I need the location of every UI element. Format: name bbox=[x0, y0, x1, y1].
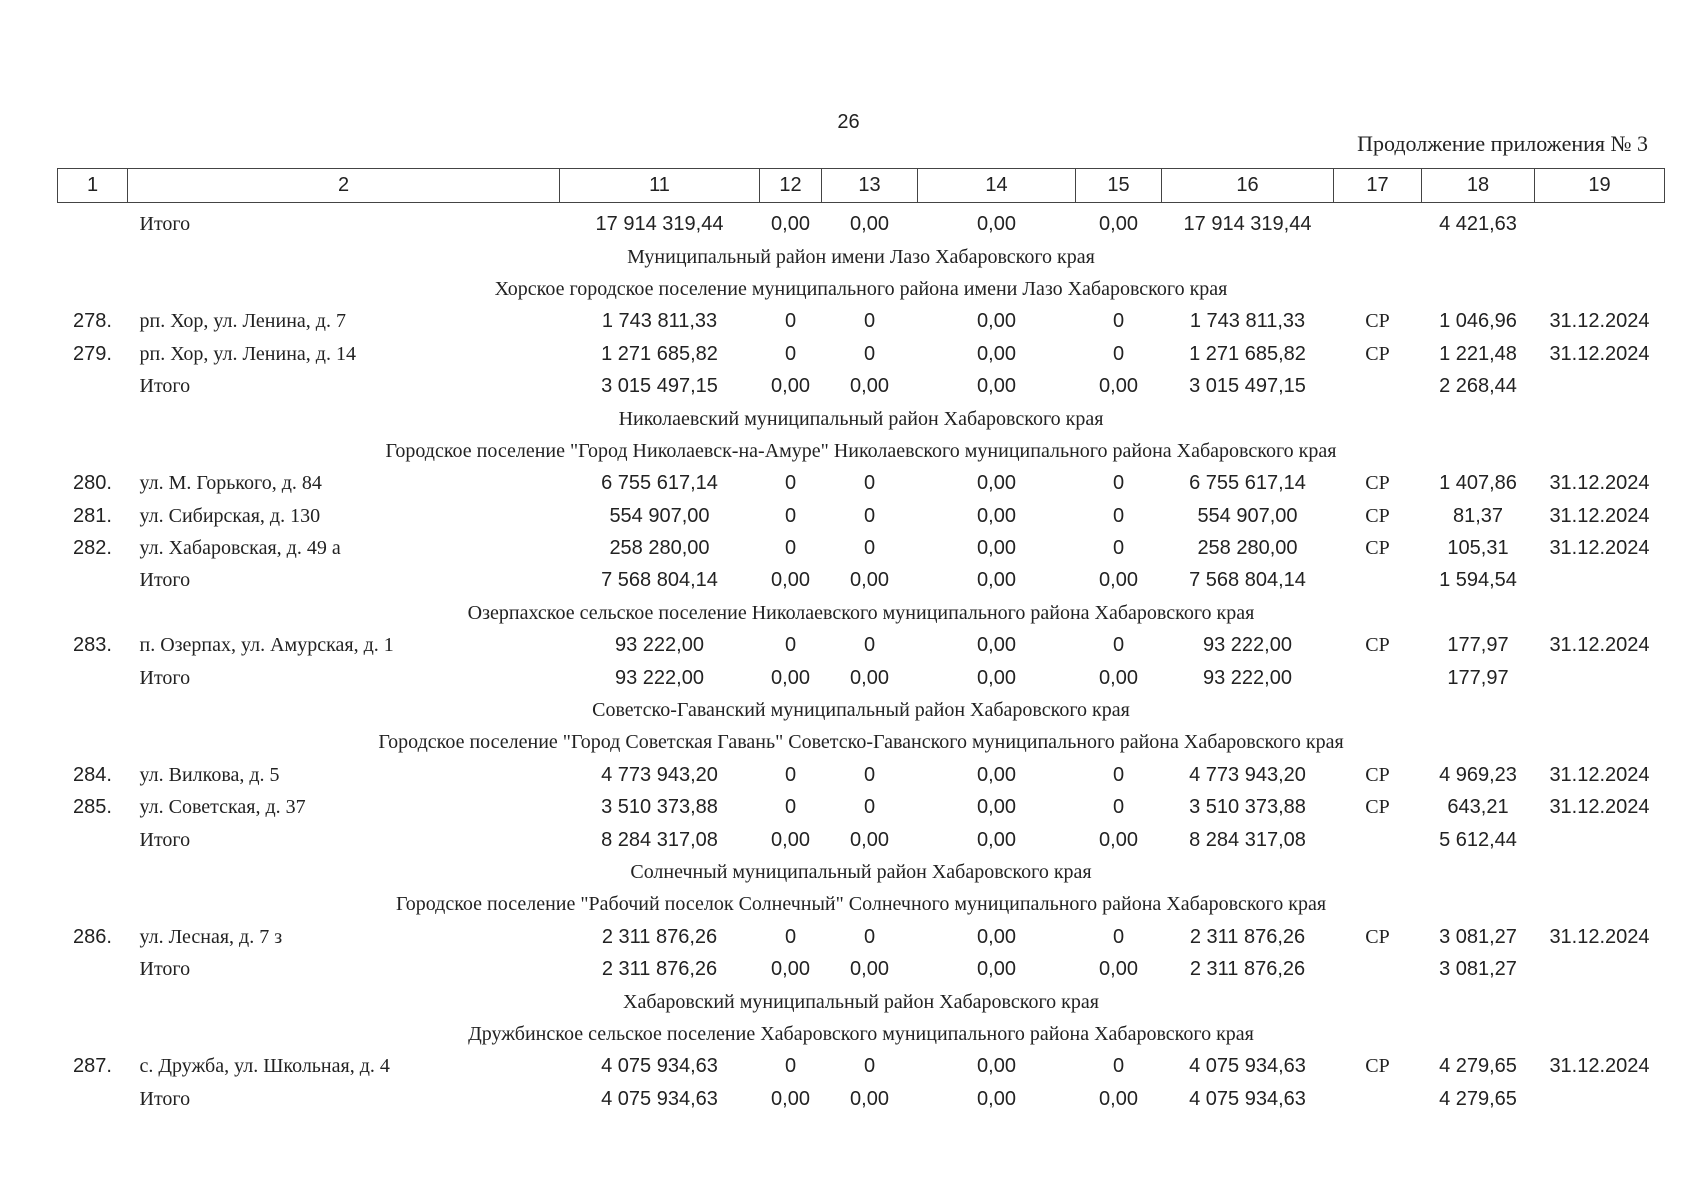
col-11-value: 1 743 811,33 bbox=[601, 310, 718, 333]
col-11-value: 1 271 685,82 bbox=[601, 342, 718, 365]
col-12-value: 0,00 bbox=[771, 375, 810, 398]
section-heading: Хорское городское поселение муниципального района имени Лазо Хабаровского края bbox=[494, 277, 1228, 300]
column-header-14: 14 bbox=[918, 169, 1076, 203]
col-14-value: 0,00 bbox=[977, 537, 1016, 560]
col-11-value: 4 075 934,63 bbox=[601, 1087, 718, 1110]
col-14-value: 0,00 bbox=[977, 375, 1016, 398]
col-16-value: 1 743 811,33 bbox=[1189, 310, 1306, 333]
row-number: 280. bbox=[73, 472, 112, 495]
col-11-value: 7 568 804,14 bbox=[601, 569, 718, 592]
section-heading: Солнечный муниципальный район Хабаровского края bbox=[630, 861, 1092, 883]
col-19-date bbox=[1535, 1083, 1665, 1115]
col-13-value: 0,00 bbox=[850, 958, 889, 981]
section-heading-row bbox=[58, 856, 1665, 888]
col-17-type bbox=[1334, 662, 1422, 694]
row-number bbox=[58, 953, 128, 985]
section-heading: Советско-Гаванский муниципальный район Хабаровского края bbox=[592, 699, 1130, 722]
table-row bbox=[58, 468, 1665, 500]
col-13-value: 0 bbox=[863, 1055, 876, 1078]
total-row bbox=[58, 1083, 1665, 1115]
col-14-value: 0,00 bbox=[977, 666, 1016, 689]
col-18-value: 105,31 bbox=[1447, 537, 1509, 560]
total-label: Итого bbox=[139, 375, 191, 398]
col-16-value: 258 280,00 bbox=[1197, 537, 1298, 560]
address: ул. Хабаровская, д. 49 а bbox=[139, 537, 341, 560]
col-13-value: 0 bbox=[863, 504, 876, 527]
col-15-value: 0,00 bbox=[1099, 828, 1138, 851]
col-19-date bbox=[1535, 565, 1665, 597]
col-19-date: 31.12.2024 bbox=[1549, 925, 1650, 948]
col-17-type: СР bbox=[1365, 504, 1390, 527]
col-15-value: 0 bbox=[1112, 1055, 1125, 1078]
col-19-date: 31.12.2024 bbox=[1549, 763, 1650, 786]
col-14-value: 0,00 bbox=[977, 569, 1016, 592]
col-13-value: 0 bbox=[863, 472, 876, 495]
col-17-type: СР bbox=[1365, 342, 1390, 365]
row-number: 283. bbox=[73, 634, 112, 657]
col-15-value: 0 bbox=[1112, 925, 1125, 948]
col-19-date: 31.12.2024 bbox=[1549, 472, 1650, 495]
col-11-value: 258 280,00 bbox=[609, 537, 710, 560]
col-13-value: 0,00 bbox=[850, 828, 889, 851]
column-header-1: 1 bbox=[58, 169, 128, 203]
col-18-value: 4 279,65 bbox=[1439, 1055, 1517, 1078]
col-16-value: 17 914 319,44 bbox=[1183, 213, 1312, 236]
col-13-value: 0,00 bbox=[850, 375, 889, 398]
col-12-value: 0 bbox=[784, 796, 797, 819]
appendix-continuation-label: Продолжение приложения № 3 bbox=[1357, 131, 1648, 156]
col-17-type: СР bbox=[1365, 537, 1390, 560]
col-16-value: 1 271 685,82 bbox=[1189, 342, 1306, 365]
col-16-value: 93 222,00 bbox=[1203, 634, 1292, 657]
col-16-value: 93 222,00 bbox=[1203, 666, 1292, 689]
total-label: Итого bbox=[139, 1087, 191, 1110]
row-number: 281. bbox=[73, 504, 112, 527]
col-14-value: 0,00 bbox=[977, 925, 1016, 948]
col-16-value: 2 311 876,26 bbox=[1189, 925, 1306, 948]
table-row bbox=[58, 759, 1665, 791]
col-17-type: СР bbox=[1365, 1055, 1390, 1078]
col-16-value: 4 075 934,63 bbox=[1189, 1055, 1306, 1078]
col-14-value: 0,00 bbox=[977, 1087, 1016, 1110]
total-label: Итого bbox=[139, 666, 191, 689]
column-header-16: 16 bbox=[1162, 169, 1334, 203]
address: ул. Лесная, д. 7 з bbox=[139, 925, 283, 948]
col-18-value: 81,37 bbox=[1452, 504, 1504, 527]
col-17-type: СР bbox=[1365, 472, 1390, 495]
section-heading: Хабаровский муниципальный район Хабаровского края bbox=[623, 990, 1099, 1013]
section-heading-row bbox=[58, 986, 1665, 1018]
section-heading-row bbox=[58, 1018, 1665, 1050]
col-13-value: 0,00 bbox=[850, 569, 889, 592]
col-18-value: 1 407,86 bbox=[1439, 472, 1517, 495]
col-16-value: 7 568 804,14 bbox=[1189, 569, 1306, 592]
address: п. Озерпах, ул. Амурская, д. 1 bbox=[139, 634, 394, 657]
col-14-value: 0,00 bbox=[977, 504, 1016, 527]
section-heading-row bbox=[58, 727, 1665, 759]
column-header-19: 19 bbox=[1535, 169, 1665, 203]
row-number bbox=[58, 824, 128, 856]
col-18-value: 1 594,54 bbox=[1439, 569, 1517, 592]
col-16-value: 4 773 943,20 bbox=[1189, 763, 1306, 786]
section-heading-row bbox=[58, 273, 1665, 305]
col-13-value: 0,00 bbox=[850, 1087, 889, 1110]
total-row bbox=[58, 370, 1665, 402]
col-19-date bbox=[1535, 824, 1665, 856]
col-17-type: СР bbox=[1365, 796, 1390, 819]
address: ул. Сибирская, д. 130 bbox=[139, 504, 321, 527]
col-15-value: 0 bbox=[1112, 634, 1125, 657]
col-19-date: 31.12.2024 bbox=[1549, 537, 1650, 560]
section-heading: Дружбинское сельское поселение Хабаровского муниципального района Хабаровского края bbox=[468, 1022, 1254, 1045]
col-19-date bbox=[1535, 662, 1665, 694]
col-13-value: 0,00 bbox=[850, 666, 889, 689]
col-12-value: 0,00 bbox=[771, 213, 810, 236]
table-row bbox=[58, 630, 1665, 662]
col-14-value: 0,00 bbox=[977, 310, 1016, 333]
col-12-value: 0 bbox=[784, 925, 797, 948]
section-heading-row bbox=[58, 403, 1665, 435]
col-18-value: 643,21 bbox=[1447, 796, 1509, 819]
section-heading-row bbox=[58, 694, 1665, 726]
table-row bbox=[58, 792, 1665, 824]
column-header-17: 17 bbox=[1334, 169, 1422, 203]
col-15-value: 0 bbox=[1112, 796, 1125, 819]
col-15-value: 0 bbox=[1112, 504, 1125, 527]
col-12-value: 0,00 bbox=[771, 1087, 810, 1110]
col-15-value: 0 bbox=[1112, 537, 1125, 560]
col-11-value: 6 755 617,14 bbox=[601, 472, 718, 495]
col-15-value: 0,00 bbox=[1099, 375, 1138, 398]
column-header-12: 12 bbox=[760, 169, 822, 203]
row-number: 286. bbox=[73, 925, 112, 948]
section-heading: Городское поселение "Город Советская Гавань" Советско-Гаванского муниципального района Хабаровского края bbox=[378, 731, 1344, 754]
total-label: Итого bbox=[139, 958, 191, 981]
col-18-value: 5 612,44 bbox=[1439, 828, 1517, 851]
col-17-type: СР bbox=[1365, 763, 1390, 786]
row-number: 284. bbox=[73, 763, 112, 786]
col-16-value: 2 311 876,26 bbox=[1189, 958, 1306, 981]
section-heading: Николаевский муниципальный район Хабаровского края bbox=[618, 407, 1104, 430]
col-18-value: 2 268,44 bbox=[1439, 375, 1517, 398]
section-heading-row bbox=[58, 597, 1665, 629]
col-14-value: 0,00 bbox=[977, 213, 1016, 236]
column-header-13: 13 bbox=[822, 169, 918, 203]
col-14-value: 0,00 bbox=[977, 472, 1016, 495]
col-16-value: 3 015 497,15 bbox=[1189, 375, 1306, 398]
table-row bbox=[58, 532, 1665, 564]
col-19-date: 31.12.2024 bbox=[1549, 342, 1650, 365]
col-17-type bbox=[1334, 824, 1422, 856]
column-header-18: 18 bbox=[1422, 169, 1535, 203]
col-13-value: 0 bbox=[863, 342, 876, 365]
address: ул. Советская, д. 37 bbox=[139, 796, 306, 819]
col-15-value: 0 bbox=[1112, 472, 1125, 495]
col-14-value: 0,00 bbox=[977, 342, 1016, 365]
col-12-value: 0,00 bbox=[771, 958, 810, 981]
col-13-value: 0 bbox=[863, 634, 876, 657]
row-number bbox=[58, 565, 128, 597]
row-number bbox=[58, 1083, 128, 1115]
col-11-value: 554 907,00 bbox=[609, 504, 710, 527]
col-15-value: 0,00 bbox=[1099, 213, 1138, 236]
table-row bbox=[58, 921, 1665, 953]
row-number bbox=[58, 209, 128, 241]
col-15-value: 0,00 bbox=[1099, 666, 1138, 689]
section-heading-row bbox=[58, 241, 1665, 273]
section-heading-row bbox=[58, 435, 1665, 467]
col-12-value: 0 bbox=[784, 537, 797, 560]
col-19-date: 31.12.2024 bbox=[1549, 310, 1650, 333]
address: рп. Хор, ул. Ленина, д. 7 bbox=[139, 310, 346, 333]
table-row bbox=[58, 306, 1665, 338]
col-17-type: СР bbox=[1365, 310, 1390, 333]
table-header bbox=[58, 169, 1665, 203]
col-11-value: 3 510 373,88 bbox=[601, 796, 718, 819]
col-11-value: 93 222,00 bbox=[615, 634, 704, 657]
column-header-11: 11 bbox=[560, 169, 760, 203]
col-17-type bbox=[1334, 953, 1422, 985]
address: ул. М. Горького, д. 84 bbox=[139, 472, 322, 495]
table-row bbox=[58, 1051, 1665, 1083]
row-number bbox=[58, 370, 128, 402]
col-19-date: 31.12.2024 bbox=[1549, 634, 1650, 657]
col-15-value: 0 bbox=[1112, 342, 1125, 365]
col-13-value: 0,00 bbox=[850, 213, 889, 236]
col-12-value: 0 bbox=[784, 1055, 797, 1078]
col-17-type bbox=[1334, 370, 1422, 402]
address: с. Дружба, ул. Школьная, д. 4 bbox=[139, 1055, 390, 1078]
col-18-value: 1 046,96 bbox=[1439, 310, 1517, 333]
col-12-value: 0 bbox=[784, 634, 797, 657]
row-number: 285. bbox=[73, 796, 112, 819]
row-number bbox=[58, 662, 128, 694]
col-12-value: 0 bbox=[784, 504, 797, 527]
col-17-type: СР bbox=[1365, 634, 1390, 657]
col-16-value: 6 755 617,14 bbox=[1189, 472, 1306, 495]
col-12-value: 0,00 bbox=[771, 828, 810, 851]
total-row bbox=[58, 565, 1665, 597]
col-11-value: 8 284 317,08 bbox=[601, 828, 718, 851]
table-row bbox=[58, 338, 1665, 370]
col-19-date bbox=[1535, 209, 1665, 241]
col-11-value: 3 015 497,15 bbox=[601, 375, 718, 398]
col-19-date: 31.12.2024 bbox=[1549, 796, 1650, 819]
total-label: Итого bbox=[139, 213, 191, 236]
row-number: 287. bbox=[73, 1055, 112, 1078]
appendix-table bbox=[57, 168, 1665, 1115]
section-heading: Муниципальный район имени Лазо Хабаровского края bbox=[627, 245, 1095, 268]
col-18-value: 4 421,63 bbox=[1439, 213, 1517, 236]
col-14-value: 0,00 bbox=[977, 1055, 1016, 1078]
col-17-type: СР bbox=[1365, 925, 1390, 948]
col-17-type bbox=[1334, 209, 1422, 241]
total-row bbox=[58, 824, 1665, 856]
col-15-value: 0 bbox=[1112, 763, 1125, 786]
column-header-2: 2 bbox=[128, 169, 560, 203]
total-label: Итого bbox=[139, 569, 191, 592]
col-18-value: 3 081,27 bbox=[1439, 958, 1517, 981]
section-heading-row bbox=[58, 889, 1665, 921]
col-19-date: 31.12.2024 bbox=[1549, 504, 1650, 527]
section-heading: Озерпахское сельское поселение Николаевского муниципального района Хабаровского края bbox=[467, 601, 1255, 624]
col-13-value: 0 bbox=[863, 796, 876, 819]
col-13-value: 0 bbox=[863, 763, 876, 786]
col-19-date bbox=[1535, 953, 1665, 985]
total-row bbox=[58, 662, 1665, 694]
col-18-value: 177,97 bbox=[1447, 666, 1509, 689]
col-19-date: 31.12.2024 bbox=[1549, 1055, 1650, 1078]
total-row bbox=[58, 953, 1665, 985]
col-18-value: 3 081,27 bbox=[1439, 925, 1517, 948]
col-12-value: 0 bbox=[784, 342, 797, 365]
col-14-value: 0,00 bbox=[977, 763, 1016, 786]
col-12-value: 0,00 bbox=[771, 666, 810, 689]
address: ул. Вилкова, д. 5 bbox=[139, 763, 280, 786]
col-16-value: 554 907,00 bbox=[1197, 504, 1298, 527]
col-18-value: 4 969,23 bbox=[1439, 763, 1517, 786]
table-row bbox=[58, 500, 1665, 532]
col-15-value: 0,00 bbox=[1099, 569, 1138, 592]
col-11-value: 4 773 943,20 bbox=[601, 763, 718, 786]
table-body bbox=[58, 203, 1665, 1116]
col-11-value: 17 914 319,44 bbox=[595, 213, 724, 236]
section-heading: Городское поселение "Рабочий поселок Солнечный" Солнечного муниципального района Хабаровского края bbox=[395, 893, 1327, 916]
col-18-value: 1 221,48 bbox=[1439, 342, 1517, 365]
col-12-value: 0 bbox=[784, 310, 797, 333]
col-18-value: 4 279,65 bbox=[1439, 1087, 1517, 1110]
col-13-value: 0 bbox=[863, 925, 876, 948]
row-number: 278. bbox=[73, 310, 112, 333]
row-number: 282. bbox=[73, 537, 112, 560]
col-16-value: 8 284 317,08 bbox=[1189, 828, 1306, 851]
row-number: 279. bbox=[73, 342, 112, 365]
col-11-value: 2 311 876,26 bbox=[601, 925, 718, 948]
col-12-value: 0 bbox=[784, 763, 797, 786]
col-13-value: 0 bbox=[863, 537, 876, 560]
col-14-value: 0,00 bbox=[977, 796, 1016, 819]
total-row bbox=[58, 209, 1665, 241]
section-heading: Городское поселение "Город Николаевск-на-Амуре" Николаевского муниципального района Хабаровского края bbox=[385, 439, 1337, 462]
col-15-value: 0,00 bbox=[1099, 1087, 1138, 1110]
total-label: Итого bbox=[139, 828, 191, 851]
col-14-value: 0,00 bbox=[977, 634, 1016, 657]
col-11-value: 4 075 934,63 bbox=[601, 1055, 718, 1078]
col-16-value: 3 510 373,88 bbox=[1189, 796, 1306, 819]
col-15-value: 0 bbox=[1112, 310, 1125, 333]
address: рп. Хор, ул. Ленина, д. 14 bbox=[139, 342, 356, 365]
page-number: 26 bbox=[837, 111, 860, 133]
col-12-value: 0 bbox=[784, 472, 797, 495]
col-13-value: 0 bbox=[863, 310, 876, 333]
col-14-value: 0,00 bbox=[977, 958, 1016, 981]
col-17-type bbox=[1334, 1083, 1422, 1115]
column-header-15: 15 bbox=[1076, 169, 1162, 203]
col-14-value: 0,00 bbox=[977, 828, 1016, 851]
col-12-value: 0,00 bbox=[771, 569, 810, 592]
col-18-value: 177,97 bbox=[1447, 634, 1509, 657]
col-16-value: 4 075 934,63 bbox=[1189, 1087, 1306, 1110]
col-11-value: 2 311 876,26 bbox=[601, 958, 718, 981]
col-11-value: 93 222,00 bbox=[615, 666, 704, 689]
col-19-date bbox=[1535, 370, 1665, 402]
col-15-value: 0,00 bbox=[1099, 958, 1138, 981]
col-17-type bbox=[1334, 565, 1422, 597]
